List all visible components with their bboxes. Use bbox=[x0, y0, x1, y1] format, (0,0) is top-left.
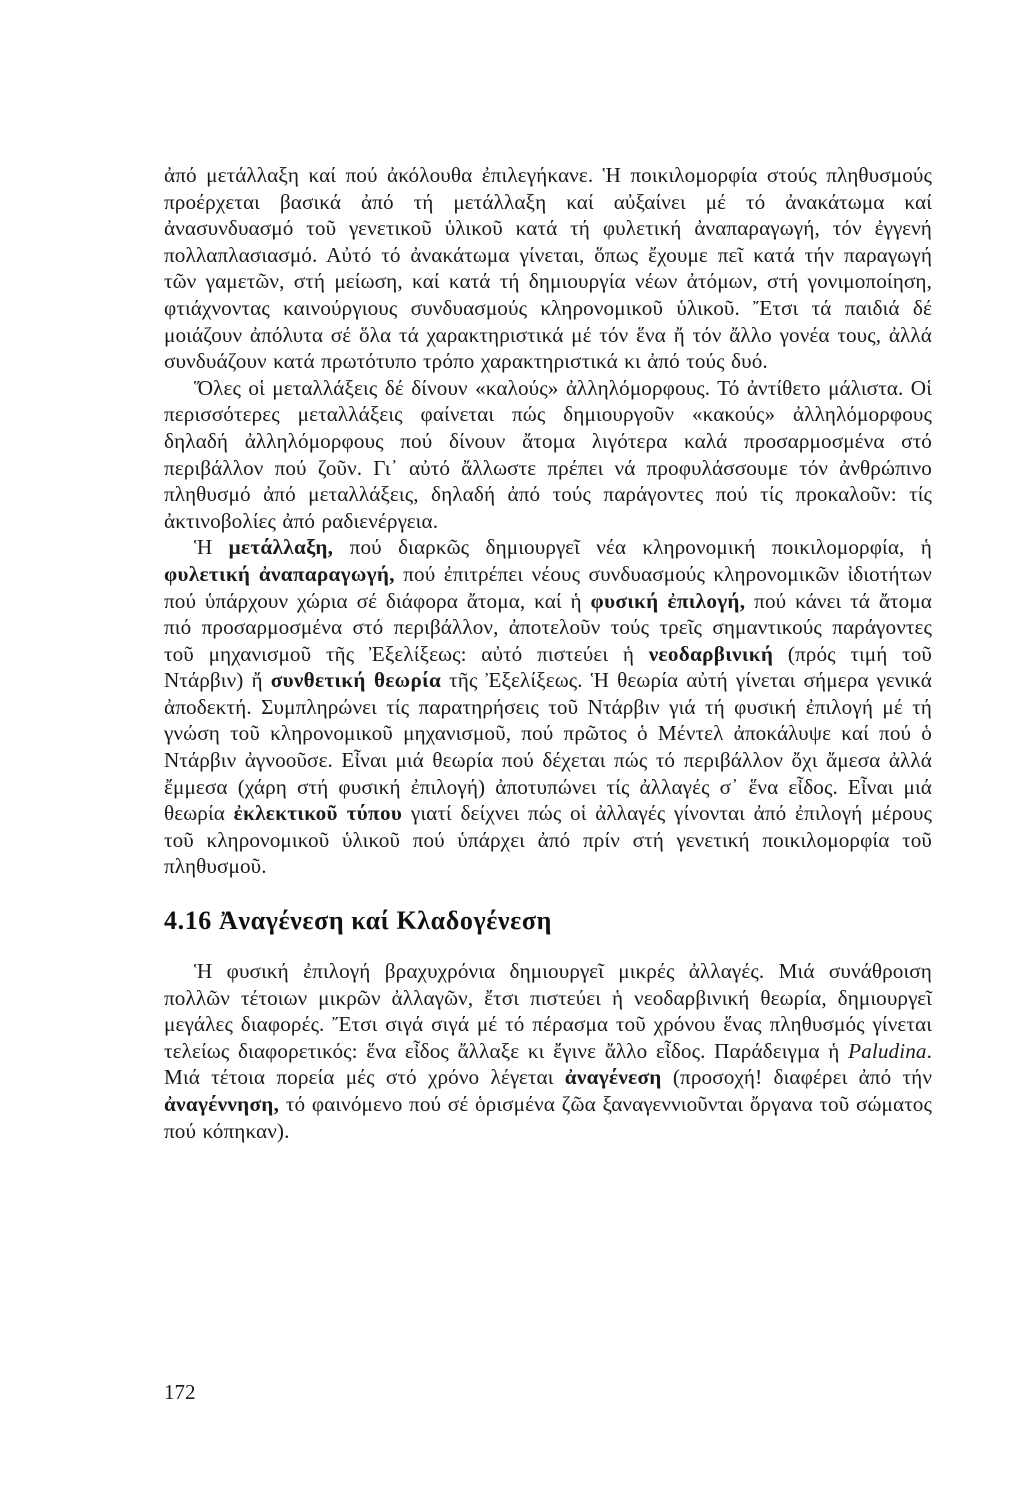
bold-term: φυσική ἐπιλογή, bbox=[590, 588, 746, 613]
bold-term: φυλετική ἀναπαραγωγή, bbox=[164, 561, 395, 586]
text-run: . Μιά τέτοια πορεία μές στό χρόνο λέγεται bbox=[164, 1038, 932, 1090]
book-page bbox=[164, 162, 932, 1144]
bold-term: ἀναγέννηση, bbox=[164, 1092, 280, 1116]
text-run: Ὅλες οἱ μεταλλάξεις δέ δίνουν «καλούς» ἀλληλόμορφους. Τό ἀντίθετο μάλιστα. Οἱ περισσότερες μεταλλάξεις φαίνεται πώς δημιουργοῦν «κακούς» ἀλληλόμορφους δηλαδή ἀλληλόμορφους πού δίνουν ἄτομα λιγότερα καλά προσαρμοσμένα στό περιβάλλον πού ζοῦν. Γι᾽ αὐτό ἄλλωστε πρέπει νά προφυλάσσουμε τόν ἀνθρώπινο πληθυσμό ἀπό μεταλλάξεις, δηλαδή ἀπό τούς παράγοντες πού τίς προκαλοῦν: τίς ἀκτινοβολίες ἀπό ραδιενέργεια. bbox=[164, 375, 932, 533]
text-run: Ἡ φυσική ἐπιλογή βραχυχρόνια δημιουργεῖ μικρές ἀλλαγές. Μιά συνάθροιση πολλῶν τέτοιων μικρῶν ἀλλαγῶν, ἔτσι πιστεύει ἡ νεοδαρβινική θεωρία, δημιουργεῖ μεγάλες διαφορές. Ἔτσι σιγά σιγά μέ τό πέρασμα τοῦ χρόνου ἕνας πληθυσμός γίνεται τελείως διαφορετικός: ἕνα εἶδος ἄλλαξε κι ἔγινε ἄλλο εἶδος. Παράδειγμα ἡ bbox=[164, 959, 932, 1063]
body-after-heading bbox=[164, 958, 932, 1144]
paragraph bbox=[164, 534, 932, 880]
text-run: τό φαινόμενο πού σέ ὁρισμένα ζῶα ξαναγεννιοῦνται ὄργανα τοῦ σώματος πού κόπηκαν). bbox=[164, 1092, 932, 1143]
paragraph bbox=[164, 375, 932, 535]
text-run: (προσοχή! διαφέρει ἀπό τήν bbox=[661, 1065, 933, 1090]
bold-term: ἐκλεκτικοῦ τύπου bbox=[233, 801, 403, 826]
page-number: 172 bbox=[164, 1380, 196, 1404]
text-run: Ἡ bbox=[194, 535, 229, 560]
text-run: τῆς Ἐξελίξεως. Ἡ θεωρία αὐτή γίνεται σήμερα γενικά ἀποδεκτή. Συμπληρώνει τίς παρατηρήσεις τοῦ Ντάρβιν γιά τή φυσική ἐπιλογή μέ τή γνώση τοῦ κληρονομικοῦ μηχανισμοῦ, πού πρῶτος ὁ Μέντελ ἀποκάλυψε καί πού ὁ Ντάρβιν ἀγνοοῦσε. Εἶναι μιά θεωρία πού δέχεται πώς τό περιβάλλον ὄχι ἄμεσα ἀλλά ἔμμεσα (χάρη στή φυσική ἐπιλογή) ἀποτυπώνει τίς ἀλλαγές σ᾽ ἕνα εἶδος. Εἶναι μιά θεωρία bbox=[164, 668, 932, 826]
text-run: (πρός τιμή τοῦ Ντάρβιν) ἤ bbox=[164, 641, 932, 693]
bold-term: συνθετική θεωρία bbox=[270, 668, 442, 693]
italic-term: Paludina bbox=[848, 1038, 927, 1063]
text-run: πού ἐπιτρέπει νέους συνδυασμούς κληρονομικῶν ἰδιοτήτων πού ὑπάρχουν χώρια σέ διάφορα ἄτομα, καί ἡ bbox=[164, 561, 932, 613]
text-run: γιατί δείχνει πώς οἱ ἀλλαγές γίνονται ἀπό ἐπιλογή μέρους τοῦ κληρονομικοῦ ὑλικοῦ πού ὑπάρχει ἀπό πρίν στή γενετική ποικιλομορφία τοῦ πληθυσμοῦ. bbox=[164, 801, 932, 879]
text-run: πού διαρκῶς δημιουργεῖ νέα κληρονομική ποικιλομορφία, ἡ bbox=[333, 535, 932, 560]
text-run: πού κάνει τά ἄτομα πιό προσαρμοσμένα στό περιβάλλον, ἀποτελοῦν τούς τρεῖς σημαντικούς παράγοντες τοῦ μηχανισμοῦ τῆς Ἐξελίξεως: αὐτό πιστεύει ἡ bbox=[164, 588, 932, 666]
bold-term: ἀναγένεση bbox=[564, 1065, 662, 1090]
body-before-heading bbox=[164, 162, 932, 880]
paragraph bbox=[164, 958, 932, 1144]
section-heading: 4.16 Ἀναγένεση καί Κλαδογένεση bbox=[164, 906, 552, 936]
bold-term: νεοδαρβινική bbox=[648, 641, 774, 666]
paragraph bbox=[164, 162, 932, 375]
text-run: ἀπό μετάλλαξη καί πού ἀκόλουθα ἐπιλεγήκανε. Ἡ ποικιλομορφία στούς πληθυσμούς προέρχεται βασικά ἀπό τή μετάλλαξη καί αὐξαίνει μέ τό ἀνακάτωμα καί ἀνασυνδυασμό τοῦ γενετικοῦ ὑλικοῦ κατά τή φυλετική ἀναπαραγωγή, τόν ἐγγενή πολλαπλασιασμό. Αὐτό τό ἀνακάτωμα γίνεται, ὅπως ἔχουμε πεῖ κατά τήν παραγωγή τῶν γαμετῶν, στή μείωση, καί κατά τή δημιουργία νέων ἀτόμων, στή γονιμοποίηση, φτιάχνοντας καινούργιους συνδυασμούς κληρονομικοῦ ὑλικοῦ. Ἔτσι τά παιδιά δέ μοιάζουν ἀπόλυτα σέ ὅλα τά χαρακτηριστικά μέ τόν ἕνα ἤ τόν ἄλλο γονέα τους, ἀλλά συνδυάζουν κατά πρωτότυπο τρόπο χαρακτηριστικά κι ἀπό τούς δυό. bbox=[164, 163, 932, 374]
bold-term: μετάλλαξη, bbox=[228, 535, 334, 560]
